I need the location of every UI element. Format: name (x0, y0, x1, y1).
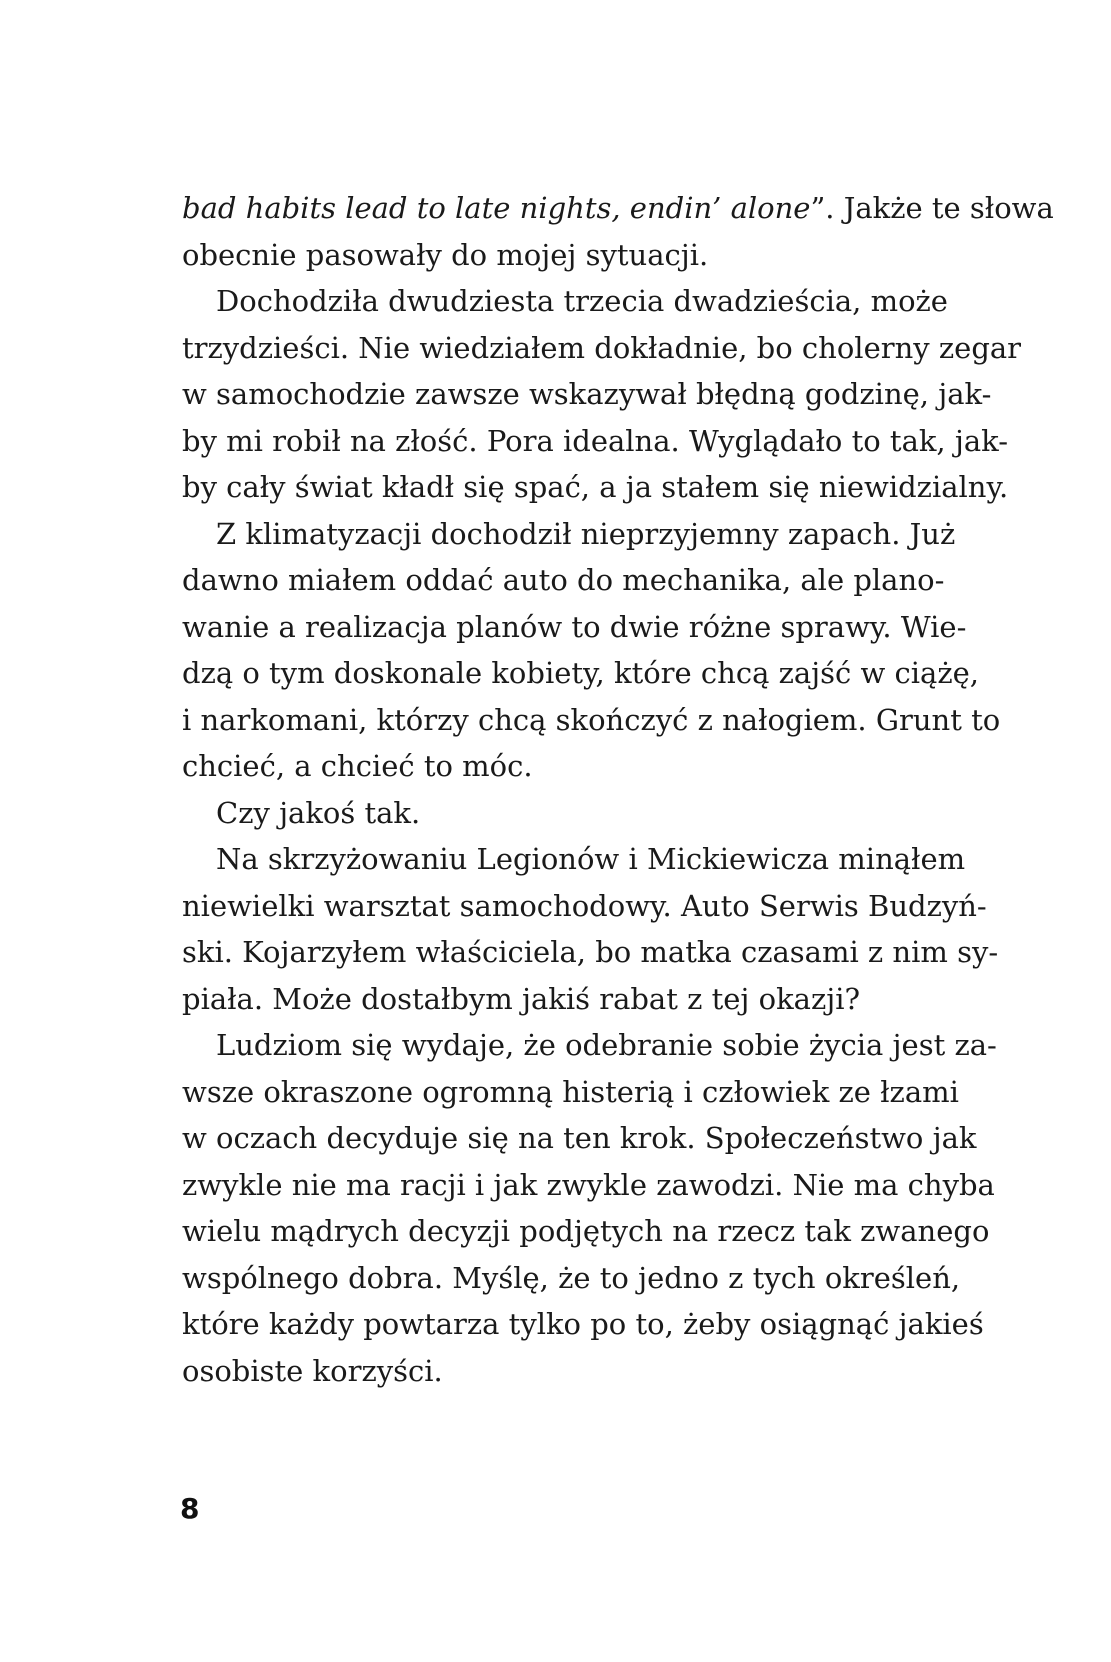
paragraph-start-line: Na skrzyżowaniu Legionów i Mickiewicza minąłem (216, 842, 966, 876)
page-number: 8 (180, 1492, 200, 1525)
text-line: i narkomani, którzy chcą skończyć z nałogiem. Grunt to (182, 702, 1001, 737)
text-line: w samochodzie zawsze wskazywał błędną godzinę, jak- (182, 377, 992, 411)
text-line: trzydzieści. Nie wiedziałem dokładnie, bo cholerny zegar (182, 330, 1022, 365)
text-line: w oczach decyduje się na ten krok. Społeczeństwo jak (182, 1121, 977, 1155)
text-line: by cały świat kładł się spać, a ja stałem się niewidzialny. (182, 470, 1009, 504)
song-lyric-quote: bad habits lead to late nights, endin’ alone (182, 191, 811, 225)
text-line: obecnie pasowały do mojej sytuacji. (182, 237, 709, 272)
text-line: piała. Może dostałbym jakiś rabat z tej okazji? (182, 981, 861, 1016)
text-line: wspólnego dobra. Myślę, że to jedno z tych określeń, (182, 1260, 961, 1295)
text-line: które każdy powtarza tylko po to, żeby osiągnąć jakieś (182, 1307, 984, 1341)
text-line: by mi robił na złość. Pora idealna. Wyglądało to tak, jak- (182, 423, 1009, 458)
text-line: wielu mądrych decyzji podjętych na rzecz tak zwanego (182, 1214, 990, 1248)
text-line: niewielki warsztat samochodowy. Auto Serwis Budzyń- (182, 888, 987, 923)
paragraph-start-line: Z klimatyzacji dochodził nieprzyjemny zapach. Już (216, 516, 956, 551)
text-line: dawno miałem oddać auto do mechanika, ale plano- (182, 563, 945, 597)
text-line: zwykle nie ma racji i jak zwykle zawodzi. Nie ma chyba (182, 1167, 995, 1202)
text-line: bad habits lead to late nights, endin’ alone”. Jakże te słowa (182, 191, 1054, 225)
paragraph-start-line: Ludziom się wydaje, że odebranie sobie życia jest za- (216, 1028, 997, 1062)
text-line: chcieć, a chcieć to móc. (182, 749, 533, 783)
text-line: wanie a realizacja planów to dwie różne sprawy. Wie- (182, 609, 967, 644)
text-line: dzą o tym doskonale kobiety, które chcą zajść w ciążę, (182, 656, 980, 690)
paragraph-start-line: Dochodziła dwudziesta trzecia dwadzieścia, może (216, 284, 948, 318)
body-text (182, 185, 1054, 1394)
text-line: wsze okraszone ogromną histerią i człowiek ze łzami (182, 1074, 959, 1109)
text-line: ski. Kojarzyłem właściciela, bo matka czasami z nim sy- (182, 935, 999, 969)
text-line: osobiste korzyści. (182, 1353, 443, 1388)
paragraph-start-line: Czy jakoś tak. (216, 795, 421, 830)
